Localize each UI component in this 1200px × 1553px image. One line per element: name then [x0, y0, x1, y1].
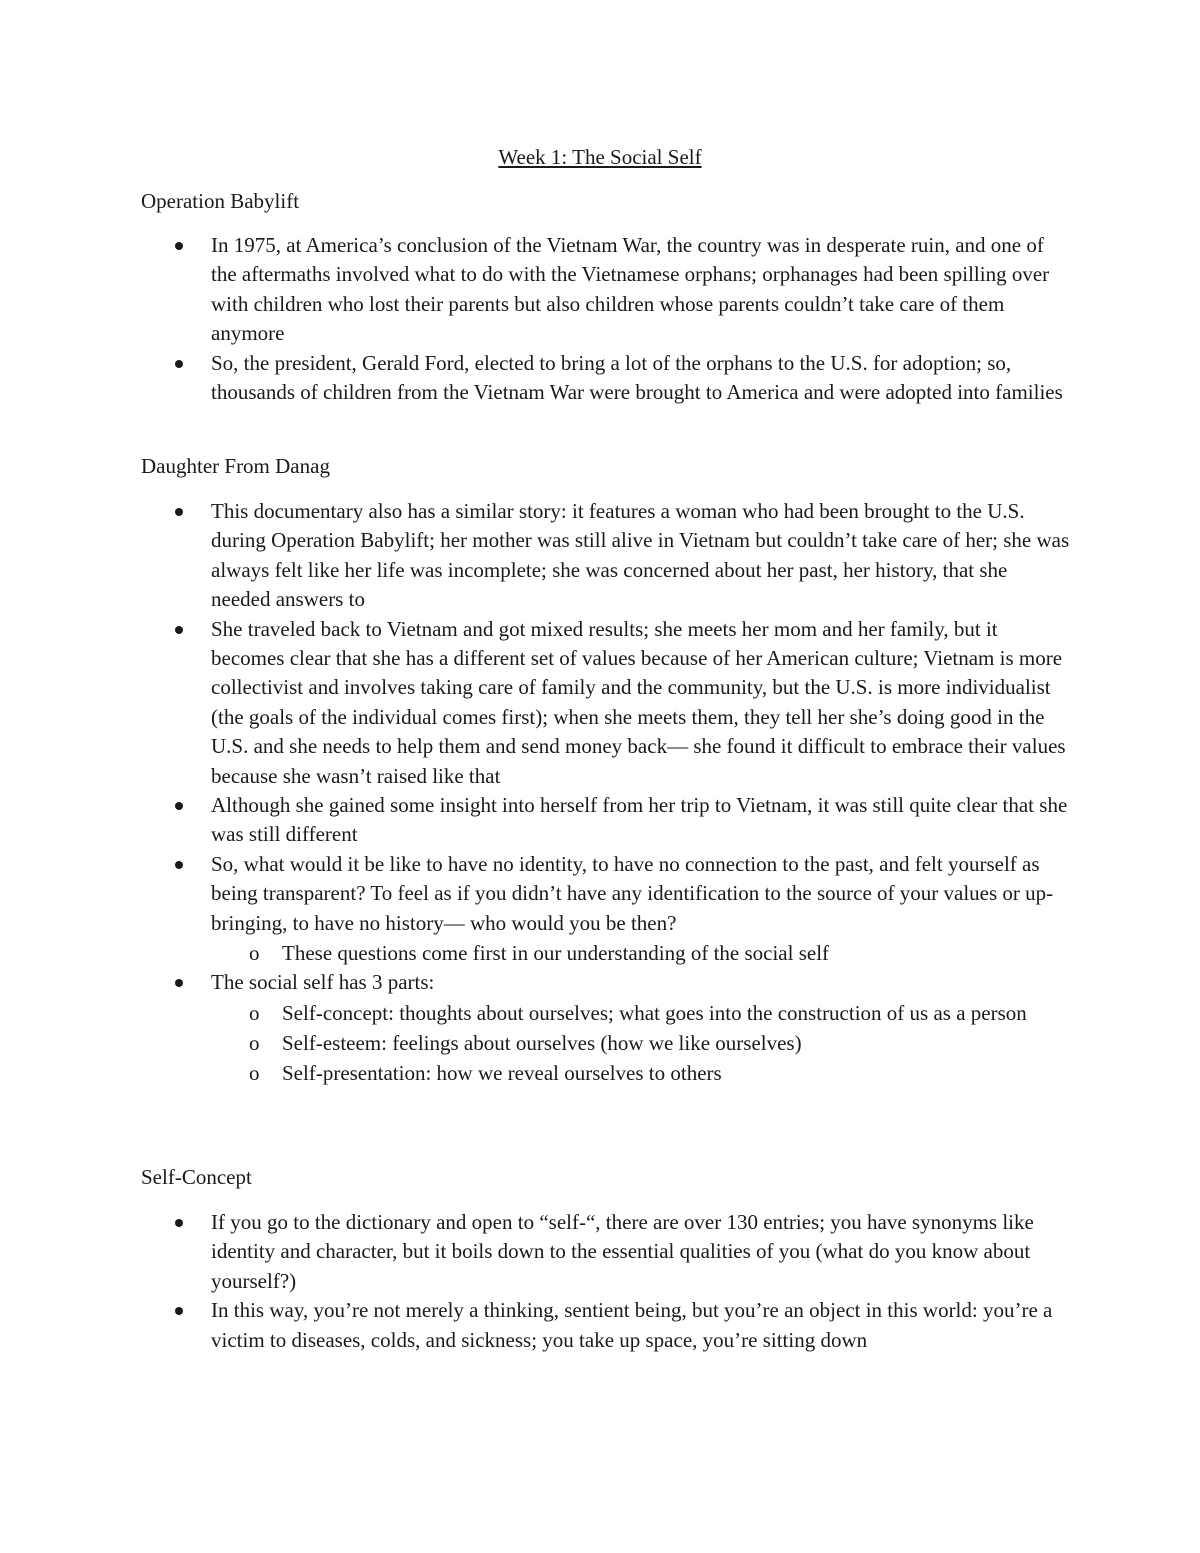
document-title: Week 1: The Social Self [498, 145, 702, 169]
bullet-list-operation-babylift [211, 231, 1071, 407]
list-item-identity-question [211, 850, 1071, 968]
sub-list-item: o These questions come first in our understanding of the social self [282, 938, 1071, 968]
sub-list-questions [211, 938, 1071, 968]
list-item-social-self-parts [211, 968, 1071, 1087]
list-item: In 1975, at America’s conclusion of the Vietnam War, the country was in desperate ruin, and one of the aftermaths involved what to do with the Vietnamese orphans; orphanages had been spilling over with children who lost their parents but also children whose parents couldn’t take care of them anymore [211, 231, 1071, 349]
sub-list-item: o Self-concept: thoughts about ourselves; what goes into the construction of us as a person [282, 998, 1071, 1028]
section-heading-daughter-from-danag: Daughter From Danag [141, 454, 330, 478]
section-heading-operation-babylift: Operation Babylift [141, 189, 300, 213]
section-heading-self-concept: Self-Concept [141, 1165, 252, 1189]
sub-list-social-self-parts [211, 998, 1071, 1088]
list-item: She traveled back to Vietnam and got mixed results; she meets her mom and her family, but it becomes clear that she has a different set of values because of her American culture; Vietnam is more collectivist and involves taking care of family and the community, but the U.S. is more individualist (the goals of the individual comes first); when she meets them, they tell her she’s doing good in the U.S. and she needs to help them and send money back— she found it difficult to embrace their values because she wasn’t raised like that [211, 615, 1071, 791]
bullet-list-self-concept [211, 1208, 1071, 1355]
list-item: So, the president, Gerald Ford, elected to bring a lot of the orphans to the U.S. for adoption; so, thousands of children from the Vietnam War were brought to America and were adopted into families [211, 349, 1071, 408]
sub-list-item: o Self-esteem: feelings about ourselves (how we like ourselves) [282, 1028, 1071, 1058]
list-item: Although she gained some insight into herself from her trip to Vietnam, it was still quite clear that she was still different [211, 791, 1071, 850]
list-item-text: The social self has 3 parts: [211, 970, 435, 995]
list-item-text: So, what would it be like to have no identity, to have no connection to the past, and felt yourself as being transparent? To feel as if you didn’t have any identification to the source of your values or up-bringing, to have no history— who would you be then? [211, 851, 1054, 935]
sub-list-item: o Self-presentation: how we reveal ourselves to others [282, 1058, 1071, 1088]
list-item: In this way, you’re not merely a thinking, sentient being, but you’re an object in this world: you’re a victim to diseases, colds, and sickness; you take up space, you’re sitting down [211, 1296, 1071, 1355]
list-item: This documentary also has a similar story: it features a woman who had been brought to the U.S. during Operation Babylift; her mother was still alive in Vietnam but couldn’t take care of her; she was always felt like her life was incomplete; she was concerned about her past, her history, that she needed answers to [211, 497, 1071, 615]
bullet-list-daughter-from-danag [211, 497, 1071, 1088]
list-item: If you go to the dictionary and open to “self-“, there are over 130 entries; you have synonyms like identity and character, but it boils down to the essential qualities of you (what do you know about yourself?) [211, 1208, 1071, 1296]
